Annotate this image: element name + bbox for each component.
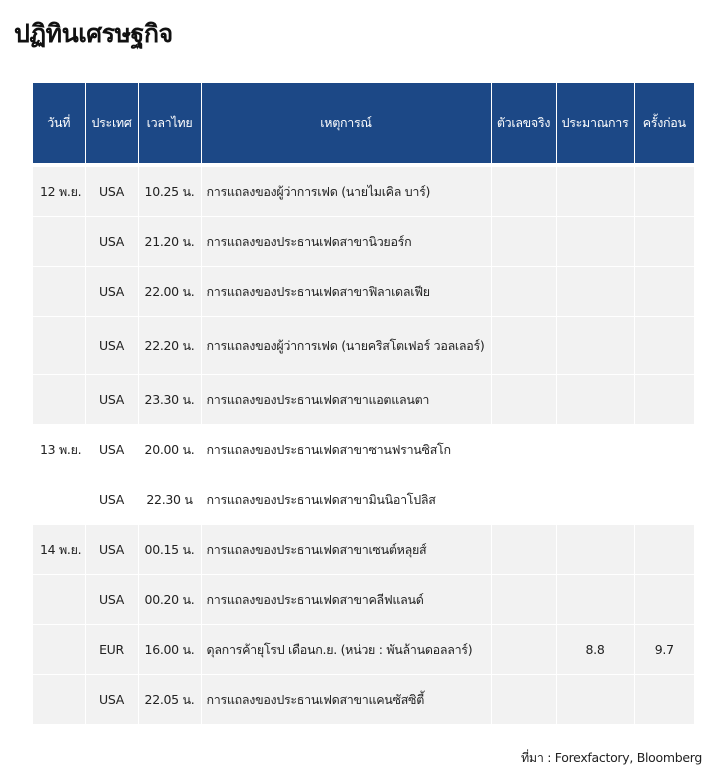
date-cell [33, 625, 85, 675]
date-cell [33, 217, 85, 267]
country-cell: USA [85, 317, 138, 375]
column-header-country: ประเทศ [85, 83, 138, 163]
column-header-event: เหตุการณ์ [201, 83, 491, 163]
country-cell: USA [85, 425, 138, 475]
table-row [33, 675, 694, 725]
column-header-date: วันที่ [33, 83, 85, 163]
date-cell [33, 375, 85, 425]
forecast-cell [556, 167, 634, 217]
time-cell: 10.25 น. [138, 167, 201, 217]
date-cell [33, 267, 85, 317]
date-cell: 12 พ.ย. [33, 167, 85, 217]
country-cell: USA [85, 267, 138, 317]
previous-cell [634, 317, 694, 375]
country-cell: USA [85, 475, 138, 525]
actual-cell [491, 425, 556, 475]
actual-cell [491, 675, 556, 725]
event-cell: การแถลงของประธานเฟดสาขาแคนซัสซิตี้ [201, 675, 491, 725]
forecast-cell: 8.8 [556, 625, 634, 675]
forecast-cell [556, 375, 634, 425]
actual-cell [491, 475, 556, 525]
time-cell: 22.05 น. [138, 675, 201, 725]
previous-cell [634, 475, 694, 525]
previous-cell [634, 425, 694, 475]
time-cell: 23.30 น. [138, 375, 201, 425]
time-cell: 16.00 น. [138, 625, 201, 675]
actual-cell [491, 375, 556, 425]
event-cell: การแถลงของผู้ว่าการเฟด (นายไมเคิล บาร์) [201, 167, 491, 217]
event-cell: การแถลงของผู้ว่าการเฟด (นายคริสโตเฟอร์ วอลเลอร์) [201, 317, 491, 375]
source-note: ที่มา : Forexfactory, Bloomberg [520, 750, 702, 765]
date-cell [33, 317, 85, 375]
date-cell [33, 575, 85, 625]
actual-cell [491, 267, 556, 317]
previous-cell [634, 525, 694, 575]
date-cell [33, 675, 85, 725]
column-header-previous: ครั้งก่อน [634, 83, 694, 163]
country-cell: EUR [85, 625, 138, 675]
country-cell: USA [85, 675, 138, 725]
previous-cell [634, 167, 694, 217]
forecast-cell [556, 217, 634, 267]
table-header-row [33, 83, 694, 163]
previous-cell [634, 217, 694, 267]
country-cell: USA [85, 575, 138, 625]
time-cell: 00.15 น. [138, 525, 201, 575]
event-cell: การแถลงของประธานเฟดสาขาฟิลาเดลเฟีย [201, 267, 491, 317]
economic-calendar-table [33, 83, 694, 724]
forecast-cell [556, 475, 634, 525]
table-row [33, 267, 694, 317]
page-title: ปฏิทินเศรษฐกิจ [14, 19, 173, 48]
column-header-forecast: ประมาณการ [556, 83, 634, 163]
forecast-cell [556, 425, 634, 475]
event-cell: การแถลงของประธานเฟดสาขามินนิอาโปลิส [201, 475, 491, 525]
table-row [33, 475, 694, 525]
column-header-time: เวลาไทย [138, 83, 201, 163]
event-cell: การแถลงของประธานเฟดสาขาซานฟรานซิสโก [201, 425, 491, 475]
date-cell: 14 พ.ย. [33, 525, 85, 575]
forecast-cell [556, 675, 634, 725]
event-cell: การแถลงของประธานเฟดสาขาแอตแลนตา [201, 375, 491, 425]
event-cell: การแถลงของประธานเฟดสาขาคลีฟแลนด์ [201, 575, 491, 625]
time-cell: 22.30 น [138, 475, 201, 525]
table-row [33, 425, 694, 475]
actual-cell [491, 317, 556, 375]
table-row [33, 525, 694, 575]
country-cell: USA [85, 375, 138, 425]
forecast-cell [556, 317, 634, 375]
previous-cell [634, 575, 694, 625]
actual-cell [491, 525, 556, 575]
table-row [33, 625, 694, 675]
table-row [33, 575, 694, 625]
time-cell: 20.00 น. [138, 425, 201, 475]
event-cell: การแถลงของประธานเฟดสาขานิวยอร์ก [201, 217, 491, 267]
country-cell: USA [85, 525, 138, 575]
time-cell: 22.00 น. [138, 267, 201, 317]
actual-cell [491, 217, 556, 267]
actual-cell [491, 625, 556, 675]
actual-cell [491, 575, 556, 625]
table-row [33, 375, 694, 425]
forecast-cell [556, 525, 634, 575]
previous-cell: 9.7 [634, 625, 694, 675]
actual-cell [491, 167, 556, 217]
country-cell: USA [85, 167, 138, 217]
event-cell: ดุลการค้ายุโรป เดือนก.ย. (หน่วย : พันล้านดอลลาร์) [201, 625, 491, 675]
previous-cell [634, 375, 694, 425]
table-row [33, 217, 694, 267]
time-cell: 22.20 น. [138, 317, 201, 375]
column-header-actual: ตัวเลขจริง [491, 83, 556, 163]
table-row [33, 167, 694, 217]
event-cell: การแถลงของประธานเฟดสาขาเซนต์หลุยส์ [201, 525, 491, 575]
forecast-cell [556, 575, 634, 625]
table-row [33, 317, 694, 375]
date-cell [33, 475, 85, 525]
time-cell: 00.20 น. [138, 575, 201, 625]
previous-cell [634, 267, 694, 317]
previous-cell [634, 675, 694, 725]
time-cell: 21.20 น. [138, 217, 201, 267]
country-cell: USA [85, 217, 138, 267]
date-cell: 13 พ.ย. [33, 425, 85, 475]
forecast-cell [556, 267, 634, 317]
